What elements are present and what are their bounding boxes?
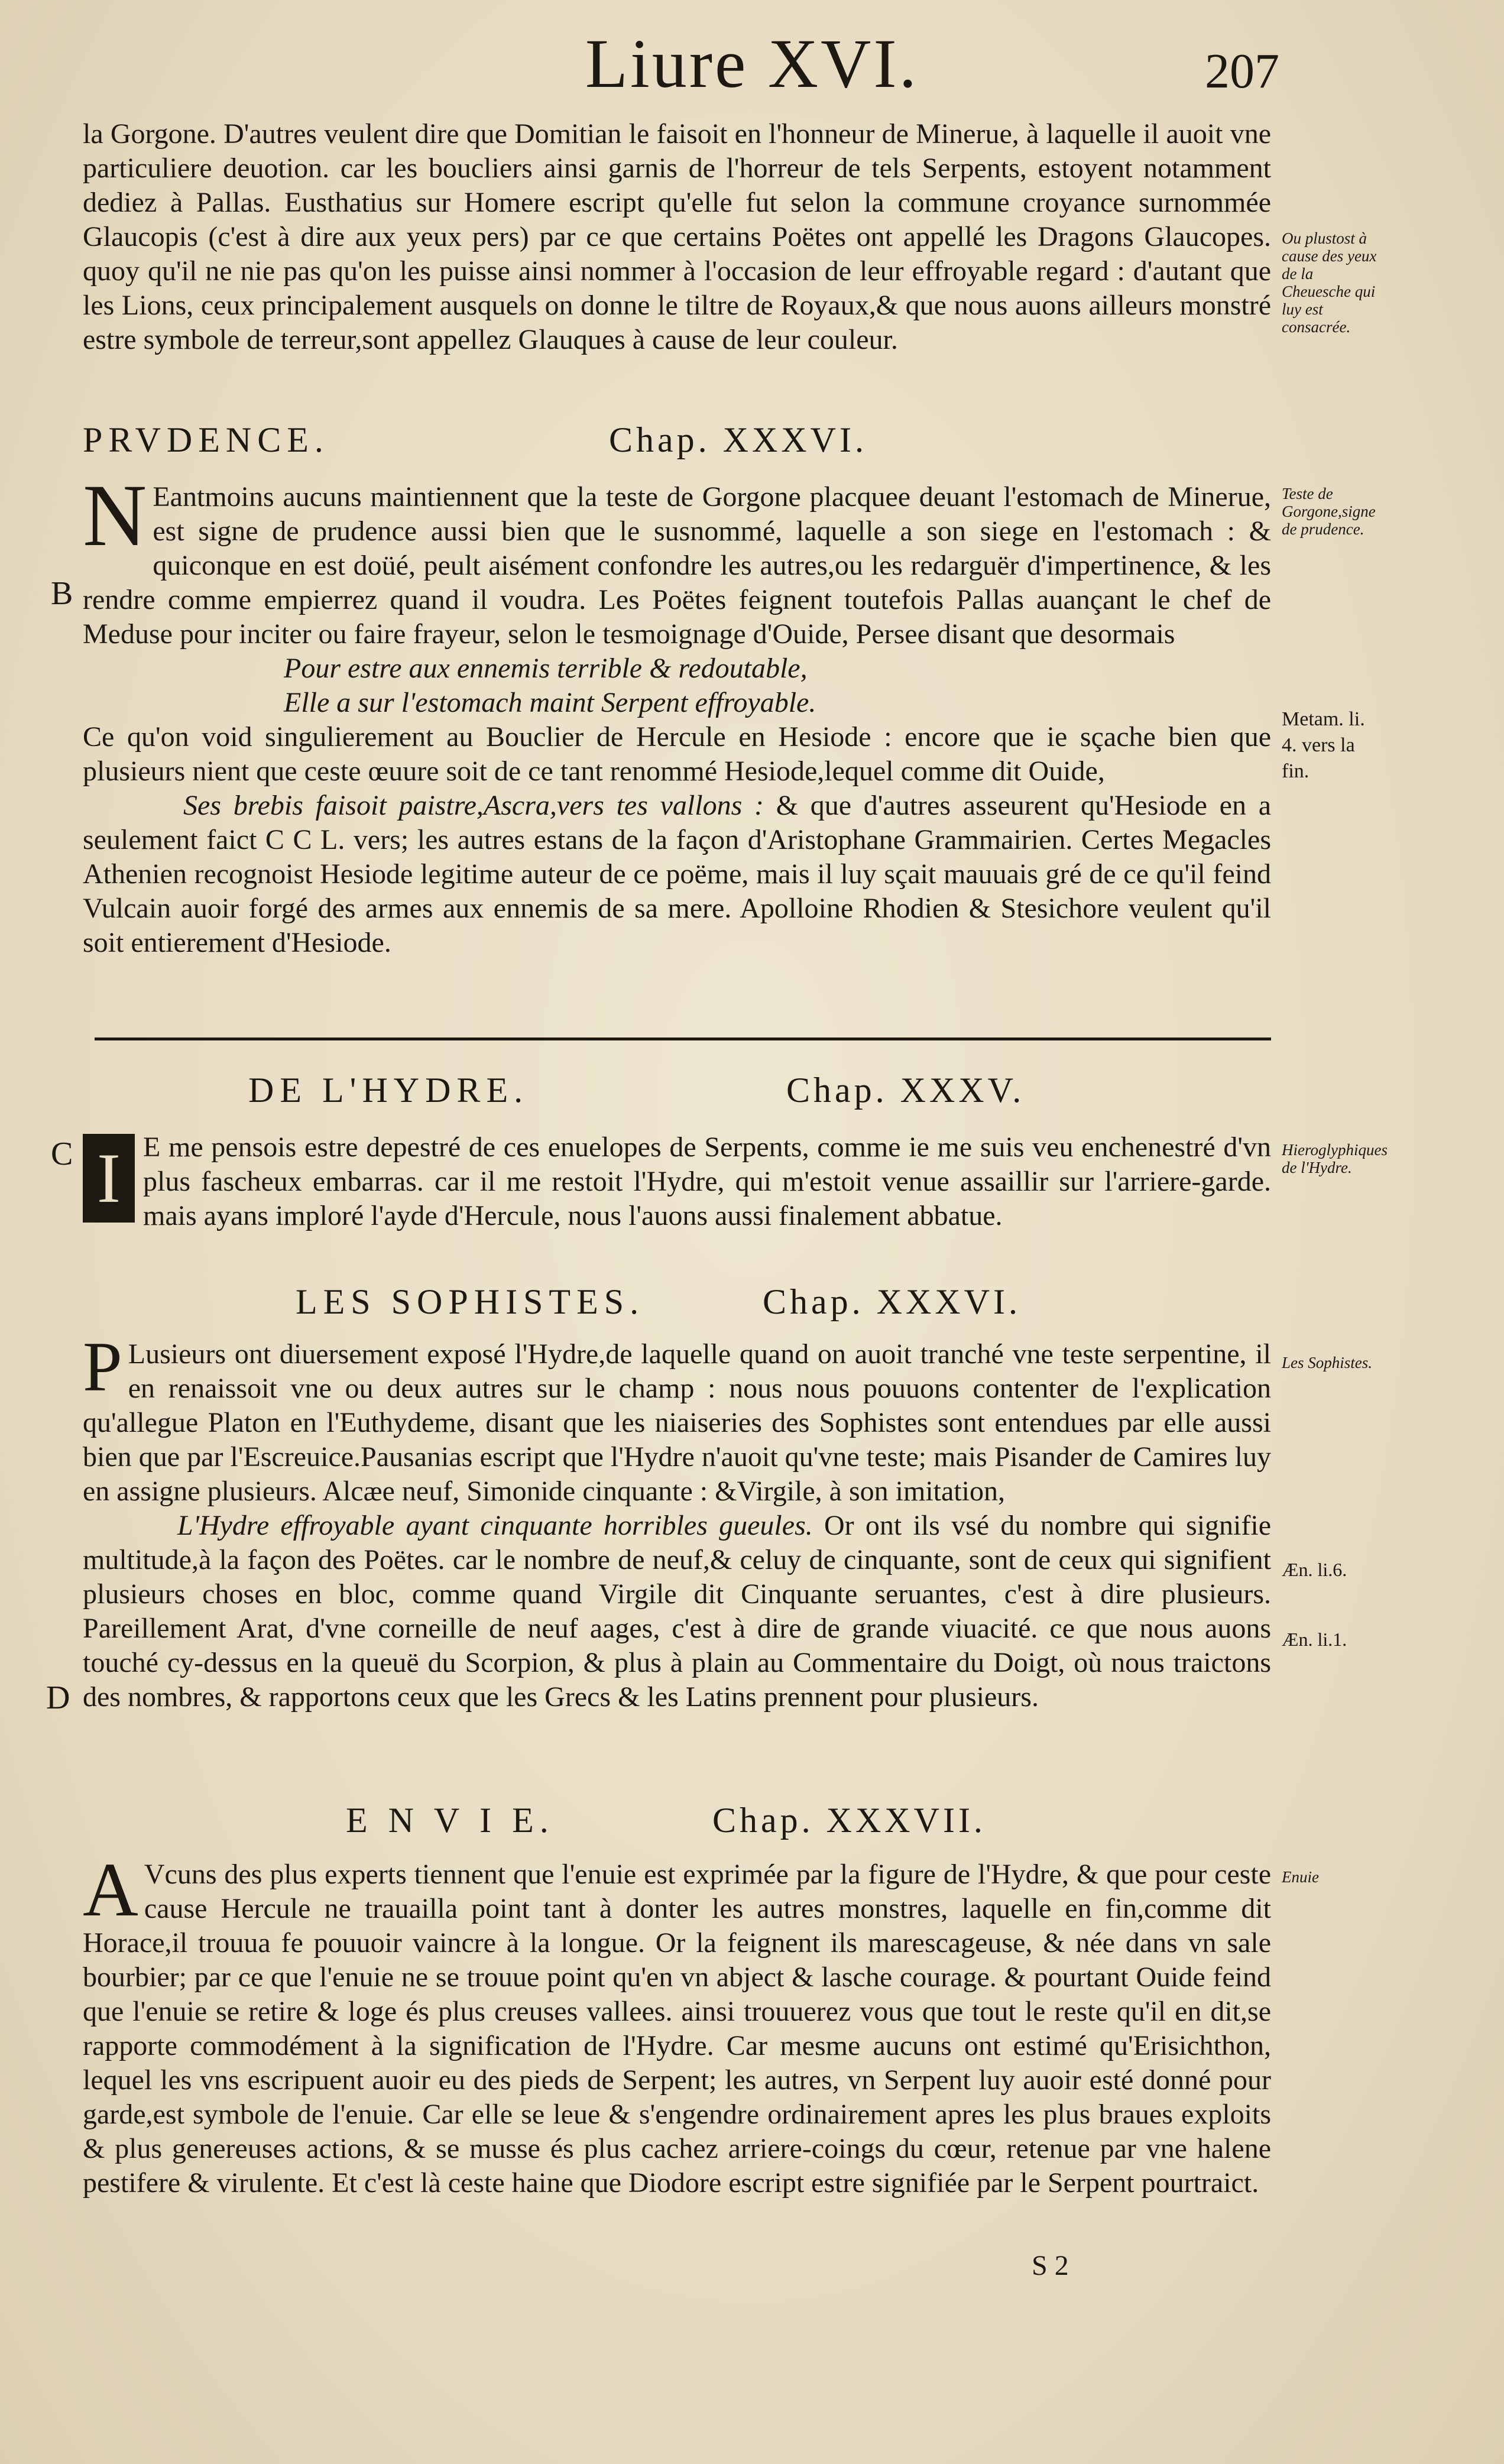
intro-text: la Gorgone. D'autres veulent dire que Domitian le faisoit en l'honneur de Mineruе, à laquelle il auoit vne particuliere deuotion. car les boucliers ainsi garnis de l'horreur de tels Serpents, estoyent notamment dediez à Pallas. Eusthatius sur Homere escript qu'elle fut selon la commune croyance surnommée Glaucopis (c'est à dire aux yeux pers) par ce que certains Poëtes ont appellé les Dragons Glaucopes. quoy qu'il ne nie pas qu'on les puisse ainsi nommer à l'occasion de leur effroyable regard : d'autant que les Lions, ceux principalement ausquels on donne le tiltre de Royaux,& que nous auons ailleurs monstré estre symbole de terreur,sont appellez Glauques à cause de leur couleur.	[83, 118, 1271, 355]
sophistes-text: Lusieurs ont diuersement exposé l'Hydre,de laquelle quand on auoit tranché vne teste serpentine, il en renaissoit vne ou deux autres sur le champ : nous nous pouuons contenter de l'explication qu'allegue Platon en l'Euthydeme, disant que les niaiseries des Sophistes sont entendues par elle aussi bien que par l'Escreuice.Pausanias escript que l'Hydre n'auoit qu'vne teste; mais Pisander de Camires luy en assigne plusieurs. Alcæe neuf, Simonide cinquante : &Virgile, à son imitation,	[83, 1338, 1271, 1507]
prudence-text-part2: Ce qu'on void singulierement au Bouclier de Hercule en Hesiode : encore que ie sçache bien que plusieurs nient que ceste œuure soit de ce tant renommé Hesiode,lequel comme dit Ouide,	[83, 721, 1271, 787]
chapter-heading-sophistes	[296, 1282, 1271, 1322]
hydre-section	[83, 1130, 1271, 1233]
initial-letter: N	[83, 466, 147, 565]
prudence-section	[83, 466, 1271, 960]
page-number: 207	[1205, 44, 1279, 99]
margin-note: Les Sophistes.	[1282, 1354, 1373, 1372]
margin-note: Metam. li. 4. vers la fin.	[1282, 708, 1365, 782]
prudence-text-part3	[83, 789, 1271, 960]
margin-note: Hieroglyphiques de l'Hydre.	[1282, 1141, 1388, 1176]
running-title: Liure XVI.	[585, 25, 919, 102]
gathering-letter: C	[51, 1136, 73, 1172]
gathering-letter: B	[51, 575, 73, 612]
margin-note: Ou plustost à cause des yeux de la Cheuesche qui luy est consacrée.	[1282, 229, 1377, 336]
ornamental-initial: I	[83, 1134, 135, 1223]
chapter-number: Chap. XXXVI.	[609, 420, 867, 459]
margin-note: Æn. li.6.	[1282, 1559, 1347, 1580]
prudence-text-part1: Eantmoins aucuns maintiennent que la teste de Gorgone placquee deuant l'estomach de Mineruе, est signe de prudence aussi bien que le susnommé, laquelle a son siege en l'estomach : & quiconque en est doüé, peult aisément confondre les autres,ou les redarguër d'impertinence, & les rendre comme empierrez quand il voudra. Les Poëtes feignent toutefois Pallas auançant le chef de Meduse pour inciter ou faire frayeur, selon le tesmoignage d'Ouide, Persee disant que desormais	[83, 481, 1271, 650]
margin-note: Teste de Gorgone,signe de prudence.	[1282, 485, 1376, 538]
sophistes-text-tail: Or ont ils vsé du nombre qui signifie multitude,à la façon des Poëtes. car le nombre de neuf,& celuy de cinquante, sont de ceux qui signifient plusieurs choses en bloc, comme quand Virgile dit Cinquante seruantes, c'est à dire plusieurs. Pareillement Arat, d'vne corneille de neuf aages, c'est à dire de grande viuacité. ce que nous auons touché cy-dessus en la queuë du Scorpion, & plus à plain au Commentaire du Doigt, où nous traictons des nombres, & rapportons ceux que les Grecs & les Latins prennent pour plusieurs.	[83, 1510, 1272, 1713]
verse-line: Ses brebis faisoit paistre,Ascra,vers tes vallons :	[183, 790, 764, 821]
initial-letter: A	[83, 1847, 138, 1933]
hydre-text: E me pensois estre depestré de ces enuelopes de Serpents, comme ie me suis veu enchenestré d'vn plus fascheux embarras. car il me restoit l'Hydre, qui m'estoit venue assaillir sur l'arriere-garde. mais ayans imploré l'ayde d'Hercule, nous l'auons aussi finalement abbatue.	[143, 1132, 1271, 1231]
chapter-title: LES SOPHISTES.	[296, 1282, 645, 1321]
verse-line: Pour estre aux ennemis terrible & redoutable,	[284, 653, 808, 684]
chapter-heading-hydre	[248, 1070, 1253, 1111]
chapter-number: Chap. XXXVII.	[712, 1801, 986, 1840]
section-divider	[95, 1038, 1271, 1040]
initial-letter: P	[83, 1327, 122, 1406]
signature-mark: S 2	[1032, 2250, 1069, 2281]
gathering-letter: D	[46, 1680, 70, 1716]
prudence-text	[83, 466, 1271, 651]
chapter-number: Chap. XXXVI.	[763, 1282, 1021, 1321]
chapter-number: Chap. XXXV.	[786, 1071, 1025, 1110]
verse-line: Elle a sur l'estomach maint Serpent effroyable.	[284, 687, 816, 718]
chapter-title: DE L'HYDRE.	[248, 1071, 529, 1110]
intro-paragraph	[83, 117, 1271, 357]
chapter-heading-envie	[346, 1800, 1268, 1841]
margin-note: Æn. li.1.	[1282, 1629, 1347, 1650]
sophistes-text-part2	[83, 1509, 1271, 1714]
sophistes-section	[83, 1327, 1272, 1714]
chapter-title: E N V I E.	[346, 1801, 555, 1840]
prudence-text-tail: & que d'autres asseurent qu'Hesiode en a seulement faict C C L. vers; les autres estans de la façon d'Aristophane Grammairien. Certes Megacles Athenien recognoist Hesiode legitime auteur de ce poëme, mais il luy sçait mauuais gré de ce qu'il feind Vulcain auoir forgé des armes aux ennemis de sa mere. Apolloine Rhodien & Stesichore veulent qu'il soit entierement d'Hesiode.	[83, 790, 1271, 958]
verse-line: L'Hydre effroyable ayant cinquante horribles gueules.	[177, 1510, 813, 1541]
envie-text: Vcuns des plus experts tiennent que l'enuie est exprimée par la figure de l'Hydre, & que pour ceste cause Hercule ne trauailla point tant à donter les autres monstres, laquelle en fin,comme dit Horace,il trouua fe pouuoir vaincre à la longue. Or la feignent ils marescageuse, & née dans vn sale bourbier; par ce que l'enuie ne se trouue point qu'en vn abject & lasche courage. & pourtant Ouide feind que l'enuie se retire & loge és plus creuses vallees. ainsi trouuerez vous que tout le reste qu'il en dit,se rapporte commodément à la signification de l'Hydre. Car mesme aucuns ont estimé qu'Erisichthon, lequel les vns escripuent auoir eu des pieds de Serpent; les autres, vn Serpent luy auoir esté donné pour garde,est symbole de l'enuie. Car elle se leue & s'engendre ordinairement apres les plus braues exploits & plus genereuses actions, & se musse és plus cachez arriere-coings du cœur, retenue par vne halene pestifere & virulente. Et c'est là ceste haine que Diodore escript estre signifiée par le Serpent pourtraict.	[83, 1859, 1271, 2199]
chapter-heading-prudence	[83, 420, 1271, 461]
margin-note: Enuie	[1282, 1868, 1319, 1886]
envie-section	[83, 1847, 1271, 2200]
chapter-title: PRVDENCE.	[83, 420, 329, 459]
